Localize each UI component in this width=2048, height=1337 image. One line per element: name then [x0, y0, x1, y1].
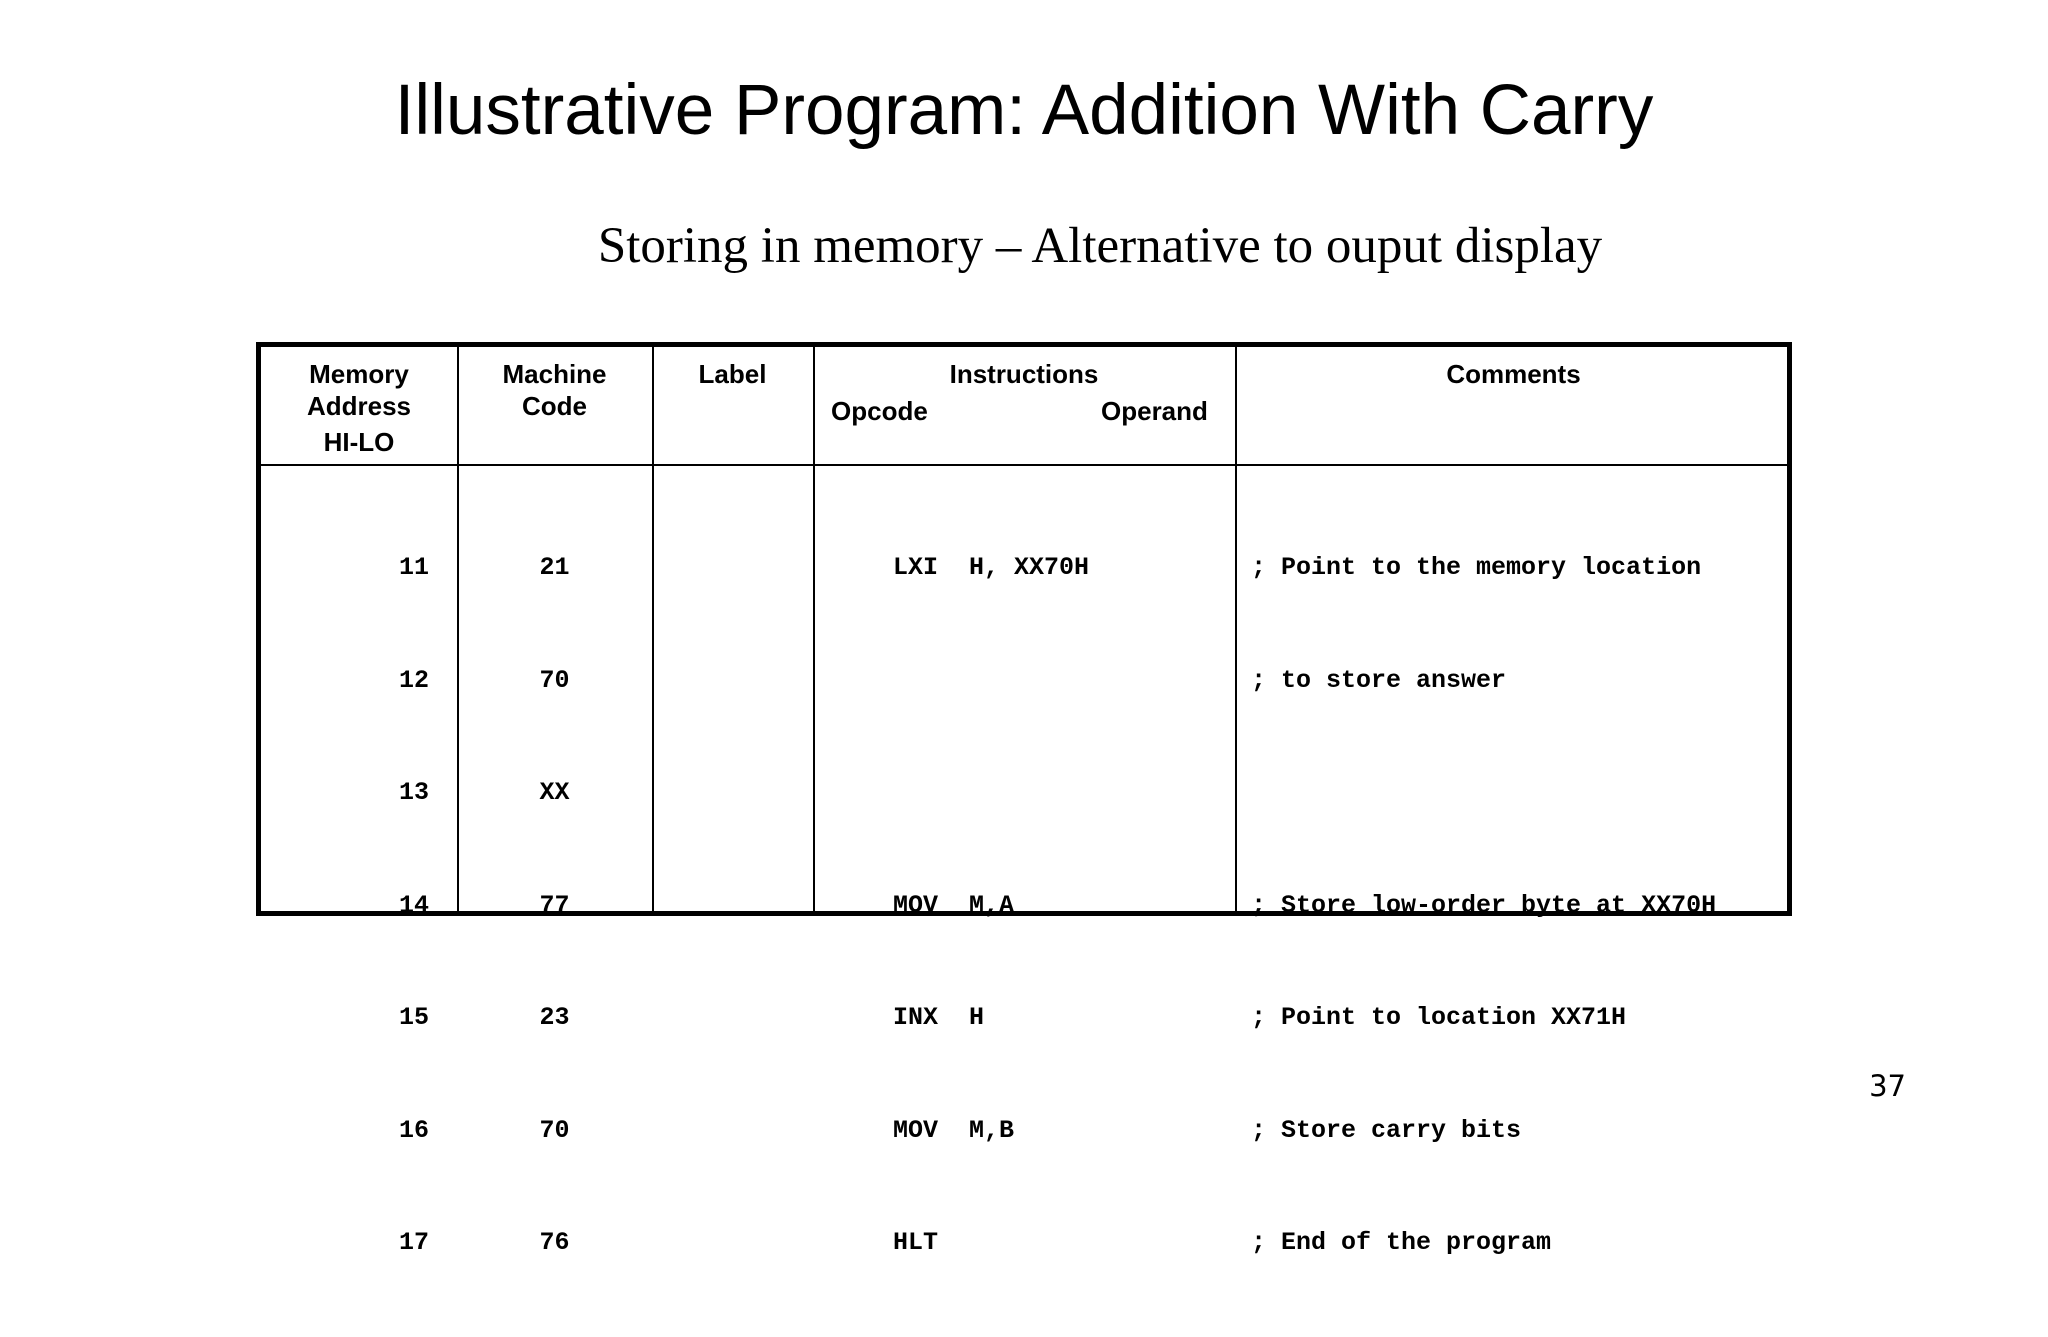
cell-operand	[969, 774, 1089, 812]
cell-comment: ; Point to location XX71H	[1251, 1003, 1627, 1032]
cell-label	[652, 887, 813, 925]
header-opcode: Opcode	[831, 396, 928, 426]
cell-operand: M,B	[969, 1115, 1015, 1145]
slide-subtitle: Storing in memory – Alternative to ouput display	[597, 218, 1603, 274]
cell-opcode: LXI	[893, 553, 939, 582]
header-text: Code	[522, 391, 587, 421]
opcode-column-cells	[893, 474, 953, 1337]
cell-label	[652, 549, 813, 587]
label-column-cells	[652, 474, 813, 1337]
cell-machine-code: 70	[539, 665, 570, 695]
operand-column-cells	[969, 474, 1089, 1337]
cell-operand: H	[969, 1003, 985, 1032]
column-comments	[1235, 347, 1237, 911]
cell-operand	[969, 662, 1089, 700]
cell-operand: M,A	[969, 890, 1015, 920]
header-comments: Comments	[1446, 359, 1581, 389]
cell-machine-code: 77	[539, 890, 570, 920]
cell-label	[652, 1224, 813, 1262]
comment-column-cells	[1251, 474, 1716, 1337]
header-text: HI-LO	[323, 427, 395, 457]
cell-label	[652, 999, 813, 1037]
header-memory-address	[261, 358, 457, 458]
cell-comment: ; End of the program	[1251, 1228, 1552, 1257]
cell-address: 11	[398, 553, 429, 582]
cell-operand: H, XX70H	[969, 553, 1090, 582]
cell-opcode	[893, 662, 953, 700]
cell-operand	[969, 1224, 1089, 1262]
cell-opcode: MOV	[893, 890, 939, 920]
header-label: Label	[698, 359, 767, 389]
program-table	[256, 342, 1792, 1257]
cell-opcode: MOV	[893, 1115, 939, 1145]
cell-address: 17	[398, 1228, 429, 1257]
cell-label	[652, 662, 813, 700]
header-operand: Operand	[1101, 396, 1208, 426]
cell-comment	[1251, 774, 1716, 812]
cell-opcode: HLT	[893, 1228, 939, 1257]
cell-address: 12	[398, 665, 429, 695]
cell-address: 15	[398, 1003, 429, 1032]
cell-opcode	[893, 774, 953, 812]
cell-label	[652, 1112, 813, 1150]
cell-address: 14	[398, 890, 429, 920]
column-instructions	[813, 347, 815, 911]
cell-machine-code: 21	[539, 553, 570, 582]
header-machine-code	[457, 358, 652, 422]
header-text: Memory	[309, 359, 409, 389]
cell-machine-code: 23	[539, 1003, 570, 1032]
cell-comment: ; to store answer	[1251, 665, 1507, 695]
cell-machine-code: 70	[539, 1115, 570, 1145]
header-instructions: Instructions	[949, 359, 1099, 389]
cell-address: 16	[398, 1115, 429, 1145]
header-divider	[261, 464, 1787, 466]
page-number: 37	[1869, 1069, 1906, 1103]
slide-title: Illustrative Program: Addition With Carry	[394, 71, 1654, 150]
cell-opcode: INX	[893, 1003, 939, 1032]
header-text: Machine	[502, 359, 607, 389]
header-text: Address	[306, 391, 412, 421]
code-column-cells	[457, 474, 652, 1337]
cell-machine-code: XX	[539, 778, 570, 807]
cell-comment: ; Store carry bits	[1251, 1115, 1522, 1145]
cell-address: 13	[398, 778, 429, 807]
cell-machine-code: 76	[539, 1228, 570, 1257]
cell-comment: ; Store low-order byte at XX70H	[1251, 890, 1717, 920]
cell-comment: ; Point to the memory location	[1251, 553, 1702, 582]
cell-label	[652, 774, 813, 812]
address-column-cells	[261, 474, 429, 1337]
